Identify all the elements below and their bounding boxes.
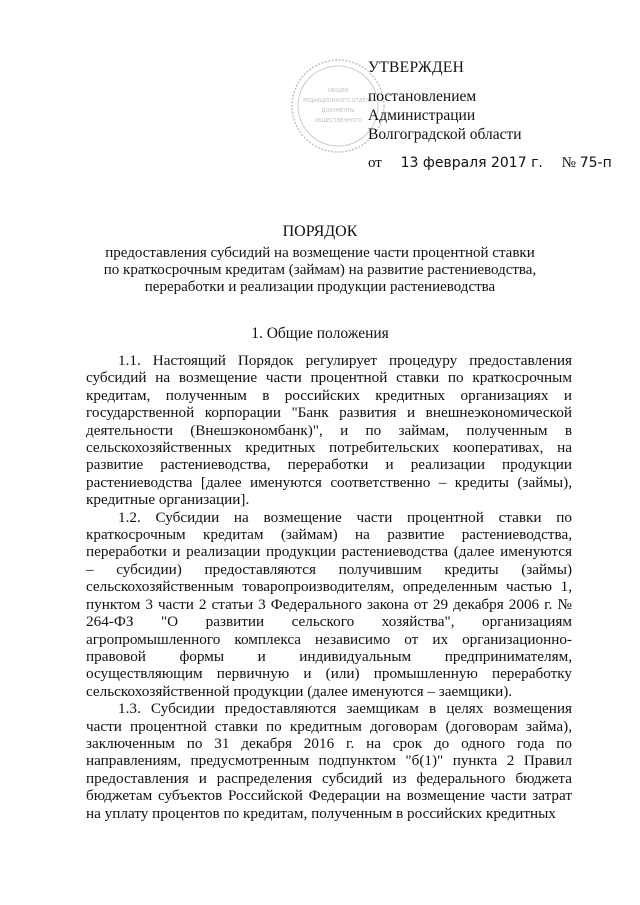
approval-line-2: Администрации [368, 107, 476, 124]
subtitle-line-2: по краткосрочным кредитам (займам) на развитие растениеводства, [103, 262, 537, 278]
document-body [86, 352, 572, 822]
document-title: ПОРЯДОК [282, 223, 358, 240]
number-value: 75-п [579, 155, 612, 171]
subtitle-line-3: переработки и реализации продукции растениеводства [144, 279, 496, 295]
date-value: 13 февраля 2017 г. [400, 155, 543, 171]
paragraph-1-1: 1.1. Настоящий Порядок регулирует процедуру предоставления субсидий на возмещение части процентной ставки по краткосрочным кредитам, полученным в российских кредитных организациях и государственной корпорации "Банк развития и внешнеэкономической деятельности (Внешэкономбанк)", и по займам, полученным в сельскохозяйственных кредитных потребительских кооперативах, на развитие растениеводства, переработки и реализации продукции растениеводства [далее именуются соответственно – кредиты (займы), кредитные организации]. [86, 352, 572, 509]
paragraph-1-2: 1.2. Субсидии на возмещение части процентной ставки по краткосрочным кредитам (займам) на развитие растениеводства, переработки и реализации продукции растениеводства (далее именуются – субсидии) предоставляются получившим кредиты (займы) сельскохозяйственным товаропроизводителям, определенным частью 1, пунктом 3 части 2 статьи 3 Федерального закона от 29 декабря 2006 г. № 264-ФЗ "О развитии сельского хозяйства", организациям агропромышленного комплекса независимо от их организационно-правовой формы и индивидуальным предпринимателям, осуществляющим первичную и (или) промышленную переработку сельскохозяйственной продукции (далее именуются – заемщики). [86, 508, 572, 700]
number-prefix: № [561, 155, 576, 171]
paragraph-1-3: 1.3. Субсидии предоставляются заемщикам в целях возмещения части процентной ставки по кредитным договорам (договорам займа), заключенным по 31 декабря 2016 г. на срок до одного года по направлениям, предусмотренным подпунктом "б(1)" пункта 2 Правил предоставления и распределения субсидий из федерального бюджета бюджетам субъектов Российской Федерации на возмещение части затрат на уплату процентов по кредитам, полученным в российских кредитных [86, 700, 572, 822]
svg-text:ДОКУМЕНТЫ: ДОКУМЕНТЫ [321, 108, 355, 114]
svg-text:ОБЩИЙ: ОБЩИЙ [327, 88, 349, 94]
date-prefix: от [368, 155, 382, 171]
section-title: 1. Общие положения [251, 325, 389, 342]
svg-text:ОБЩЕСТВЕННОГО: ОБЩЕСТВЕННОГО [314, 118, 362, 124]
subtitle-line-1: предоставления субсидий на возмещение части процентной ставки [105, 245, 535, 261]
approval-date-line [368, 154, 612, 173]
approval-title: УТВЕРЖДЕН [368, 59, 465, 76]
approval-line-1: постановлением [368, 88, 477, 105]
svg-text:РЕДАКЦИОННОГО ОТДЕЛА: РЕДАКЦИОННОГО ОТДЕЛА [303, 98, 373, 104]
approval-line-3: Волгоградской области [368, 126, 522, 143]
document-subtitle [60, 245, 580, 296]
approval-block [368, 58, 612, 173]
